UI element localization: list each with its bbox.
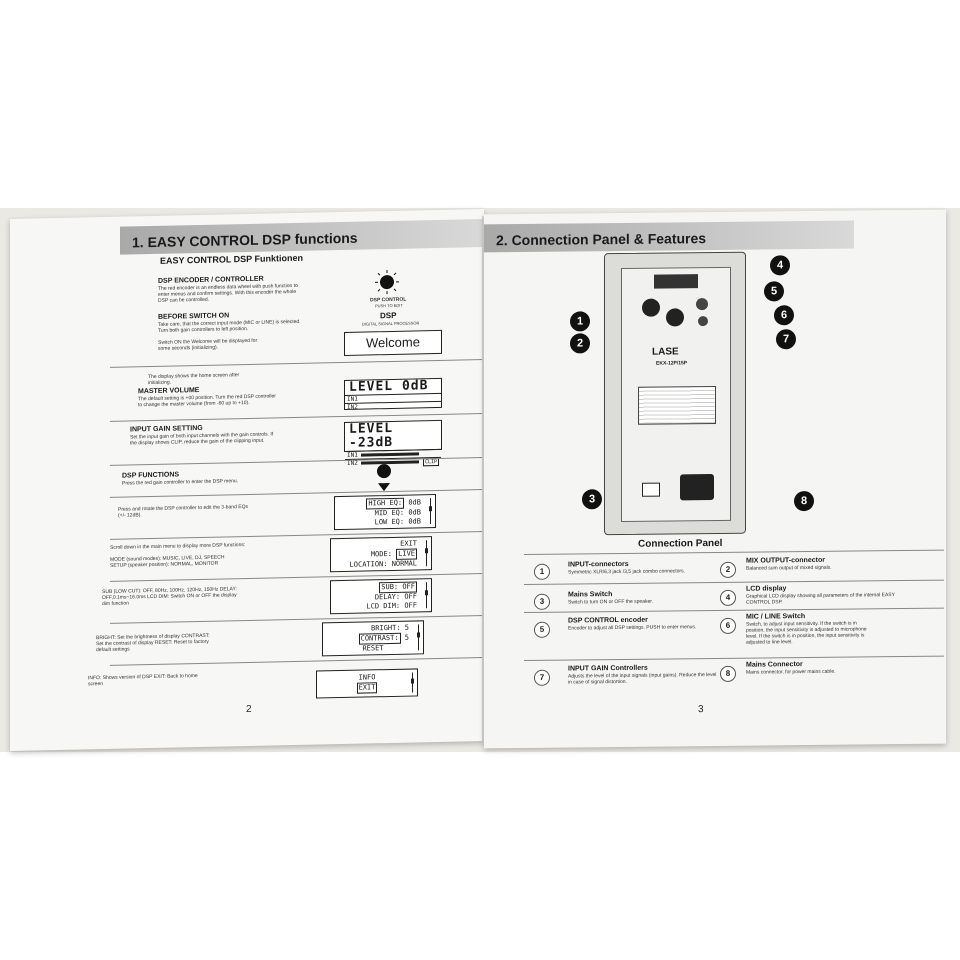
lcd-eq-menu: [334, 494, 436, 530]
right-page: [484, 210, 946, 749]
lcd-display-graphic: [654, 274, 698, 288]
feature-desc: Adjusts the level of the input signals (input gains). Reduce the level in case of signal distortion.: [568, 671, 717, 686]
feature-title: INPUT-connectors: [568, 560, 629, 569]
lcd-in1-meter: [361, 452, 419, 456]
feature-number: 1: [534, 564, 550, 580]
mic-line-switch-graphic: [696, 298, 708, 310]
divider: [110, 657, 484, 666]
lcd-bright-val: 5: [404, 623, 409, 632]
section-title-master-volume: MASTER VOLUME: [138, 386, 200, 396]
section-body-before-switch: Take care, that the correct input mode (MIC or LINE) is selected. Turn both gain controllers to left position.: [158, 318, 301, 334]
lcd-dim-val: OFF: [404, 601, 417, 610]
lcd-level-text: LEVEL 0dB: [349, 378, 429, 395]
booklet-photo: [0, 208, 960, 752]
divider: [524, 608, 944, 613]
gain-knob-graphic: [698, 316, 708, 326]
lcd-sub: SUB:: [381, 582, 399, 592]
section-body-more-functions: Scroll down in the main menu to display more DSP functions:: [110, 542, 246, 551]
lcd-dim-row: [331, 601, 431, 612]
dsp-encoder-icon: [374, 269, 400, 296]
lcd-bright: BRIGHT:: [371, 623, 401, 633]
model-label: EKX-12P/15P: [656, 360, 688, 367]
feature-desc: Switch, to adjust input sensitivity. If the switch is in position, the input sensitivity is adjusted to microphone level. If the switch is in position, the input sensitivity is adjusted to line level.: [746, 620, 867, 646]
section-body-master-volume: The default setting is +00 position. Turn the red DSP controller to change the master volume (from -60 up to +10).: [138, 393, 276, 409]
lcd-level-23db: [344, 420, 442, 467]
right-header-title: 2. Connection Panel & Features: [496, 230, 707, 249]
dsp-label: DSP: [380, 310, 397, 321]
section-body-sub-delay: SUB (LOW CUT): OFF, 80Hz, 100Hz, 120Hz, 150Hz DELAY: OFF,0.1ms~16.0ms LCD DIM: Switch ON or OFF the display dim function: [102, 586, 237, 608]
lcd-clip: CLIP: [424, 459, 437, 466]
lcd-in1: IN1: [345, 393, 441, 403]
mains-switch-graphic: [642, 483, 660, 497]
lcd-level-0db: [344, 378, 442, 410]
connection-panel-image: [604, 252, 746, 535]
mains-connector-graphic: [680, 474, 714, 500]
lcd-exit-row: [317, 681, 417, 694]
lcd-normal: NORMAL: [391, 559, 417, 568]
lcd-scrollbar: [412, 673, 413, 693]
feature-title: Mains Connector: [746, 661, 803, 669]
lcd-low-eq: LOW EQ:: [374, 517, 405, 527]
feature-desc: Switch to turn ON or OFF the speaker.: [568, 598, 654, 606]
panel-plate: [621, 267, 731, 522]
lcd-delay: DELAY:: [374, 592, 401, 602]
lcd-sub-menu: [330, 578, 432, 614]
lcd-reset: RESET: [362, 644, 384, 653]
lcd-mid-eq: MID EQ:: [374, 508, 405, 518]
feature-number: 5: [534, 622, 550, 638]
lcd-mode: MODE:: [370, 549, 392, 559]
dsp-control-label: DSP CONTROL: [370, 296, 407, 304]
feature-desc: Balanced sum output of mixed signals.: [746, 564, 832, 572]
lcd-level-text: LEVEL -23dB: [349, 420, 394, 451]
lcd-live: LIVE: [396, 548, 417, 559]
section-body-encoder: The red encoder is an endless data wheel with push function to enter menus and confirm settings. With this encoder the whole DSP can be controlled.: [158, 282, 298, 304]
callout-2: 2: [570, 333, 590, 353]
feature-desc: Mains connector, for power mains cable.: [746, 668, 836, 676]
page-number-right: 3: [698, 704, 704, 716]
feature-number: 2: [720, 562, 736, 578]
section-body-bright: BRIGHT: Set the brightness of display CONTRAST: Set the contrast of display RESET: Reset to factory default settings: [96, 632, 210, 654]
callout-4: 4: [770, 255, 790, 275]
callout-6: 6: [774, 305, 794, 325]
right-header-bar: [484, 221, 854, 253]
lcd-bright-menu: [322, 620, 424, 656]
digital-signal-label: DIGITAL SIGNAL PROCESSOR: [362, 320, 420, 327]
setup-line: SETUP (speaker position): NORMAL, MONITOR: [110, 560, 219, 569]
lcd-high-eq: HIGH EQ:: [366, 498, 404, 510]
lcd-scrollbar: [426, 582, 427, 608]
lcd-scrollbar: [426, 540, 427, 566]
lcd-low-eq-row: [335, 517, 435, 528]
feature-title: Mains Switch: [568, 591, 613, 599]
feature-number: 3: [534, 594, 550, 610]
callout-8: 8: [794, 491, 814, 511]
warning-label-graphic: [638, 386, 716, 425]
lcd-info-menu: [316, 668, 418, 698]
lcd-contrast-val: 5: [404, 633, 409, 642]
divider: [524, 656, 944, 661]
feature-title: INPUT GAIN Controllers: [568, 664, 648, 673]
lcd-mid-eq-val: 0dB: [408, 508, 421, 517]
lcd-scrollbar: [430, 498, 431, 524]
lcd-contrast: CONTRAST:: [359, 633, 401, 645]
lcd-high-eq-val: 0dB: [408, 498, 421, 507]
feature-number: 6: [720, 618, 736, 634]
left-subheader: EASY CONTROL DSP Funktionen: [160, 252, 304, 266]
lcd-delay-val: OFF: [404, 592, 417, 601]
section-body-eq: Press and rotate the DSP controller to edit the 3-band EQs (+/- 12dB).: [118, 503, 248, 519]
feature-number: 7: [534, 670, 550, 686]
callout-7: 7: [776, 329, 796, 349]
xlr-input-1-graphic: [642, 299, 660, 317]
feature-number: 4: [720, 590, 736, 606]
section-title-encoder: DSP ENCODER / CONTROLLER: [158, 275, 264, 285]
divider: [524, 550, 944, 555]
section-title-dsp-functions: DSP FUNCTIONS: [122, 471, 180, 480]
lcd-welcome: [344, 330, 442, 356]
left-page: [10, 209, 484, 751]
section-body-home: The display shows the home screen after initializing.: [148, 372, 240, 387]
divider: [110, 615, 484, 624]
press-encoder-icon: [372, 461, 396, 494]
callout-1: 1: [570, 311, 590, 331]
mode-line: MODE (sound modes): MUSIC, LIVE, DJ, SPEECH: [110, 554, 225, 563]
lcd-exit: EXIT: [400, 539, 417, 548]
callout-3: 3: [582, 489, 602, 509]
section-body-dsp-functions: Press the red gain controller to enter the DSP menu.: [122, 478, 239, 487]
lcd-in1: IN1: [347, 451, 358, 459]
page-number-left: 2: [246, 703, 252, 716]
xlr-input-2-graphic: [666, 308, 684, 326]
left-header-bar: [120, 219, 484, 255]
panel-caption: Connection Panel: [638, 537, 723, 550]
feature-title: MIX OUTPUT-connector: [746, 556, 825, 565]
lcd-location: LOCATION:: [349, 560, 388, 569]
section-body-welcome: Switch ON the Welcome will be displayed for some seconds (initializing).: [158, 337, 258, 352]
lcd-mode-menu: [330, 536, 432, 572]
push-to-edit-label: PUSH TO EDIT: [375, 302, 403, 309]
section-body-info: INFO: Shows version of DSP EXIT: Back to home screen: [88, 673, 198, 688]
lcd-in2: IN2: [347, 459, 358, 467]
feature-desc: Symmetric XLR/6,3 jack /3,5 jack combo connectors.: [568, 568, 685, 576]
divider: [524, 580, 944, 585]
section-title-before-switch: BEFORE SWITCH ON: [158, 312, 230, 321]
lcd-dim: LCD DIM:: [366, 601, 401, 611]
feature-title: DSP CONTROL encoder: [568, 616, 648, 625]
brand-logo: LASE: [652, 346, 679, 358]
lcd-scrollbar: [418, 624, 419, 650]
lcd-exit-chip: EXIT: [357, 682, 378, 693]
feature-title: LCD display: [746, 585, 787, 593]
feature-title: MIC / LINE Switch: [746, 613, 806, 621]
callout-5: 5: [764, 281, 784, 301]
lcd-location-row: [331, 559, 431, 570]
feature-number: 8: [720, 666, 736, 682]
lcd-in2: IN2: [345, 401, 441, 411]
lcd-info: INFO: [358, 673, 376, 682]
section-title-input-gain: INPUT GAIN SETTING: [130, 424, 203, 434]
lcd-sub-val: OFF: [402, 582, 415, 591]
left-header-title: 1. EASY CONTROL DSP functions: [132, 229, 358, 251]
feature-desc: Encoder to adjust all DSP settings. PUSH to enter menus.: [568, 624, 697, 632]
feature-desc: Graphical LCD display showing all parameters of the internal EASY CONTROL DSP.: [746, 592, 895, 606]
divider: [110, 359, 484, 368]
lcd-welcome-text: Welcome: [366, 334, 420, 351]
lcd-sub-chip: [379, 581, 417, 593]
lcd-low-eq-val: 0dB: [408, 517, 421, 526]
section-body-input-gain: Set the input gain of both input channels with the gain controls. If the display shows CLIP, reduce the gain of the clipping input.: [130, 431, 274, 447]
